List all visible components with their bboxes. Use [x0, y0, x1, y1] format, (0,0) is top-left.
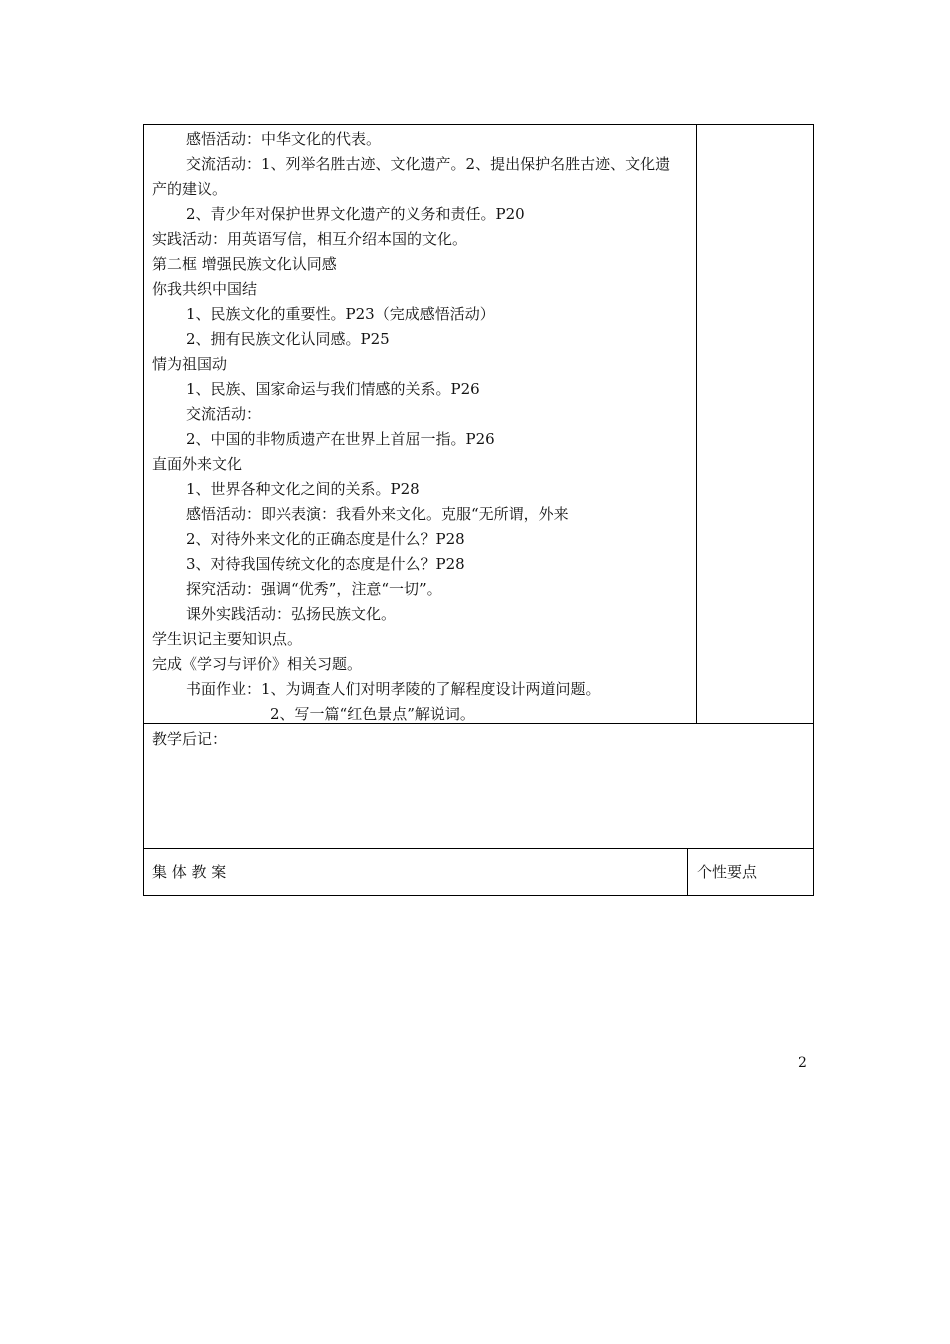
- teaching-notes-label: 教学后记：: [152, 730, 228, 748]
- lesson-line: 课外实践活动：弘扬民族文化。: [186, 605, 397, 623]
- footer-column-divider: [687, 848, 688, 896]
- lesson-line: 产的建议。: [152, 180, 228, 198]
- teaching-notes-box: [143, 723, 814, 849]
- lesson-line: 学生识记主要知识点。: [152, 630, 303, 648]
- lesson-line: 交流活动：1、列举名胜古迹、文化遗产。2、提出保护名胜古迹、文化遗: [186, 155, 671, 173]
- personal-points-label: 个性要点: [697, 863, 758, 881]
- lesson-line: 1、世界各种文化之间的关系。P28: [186, 480, 420, 498]
- homework-line: 书面作业：1、为调查人们对明孝陵的了解程度设计两道问题。: [186, 680, 601, 698]
- lesson-line: 1、民族、国家命运与我们情感的关系。P26: [186, 380, 480, 398]
- section-heading: 直面外来文化: [152, 455, 243, 473]
- lesson-line: 3、对待我国传统文化的态度是什么？P28: [186, 555, 465, 573]
- lesson-line: 实践活动：用英语写信，相互介绍本国的文化。: [152, 230, 468, 248]
- lesson-line: 感悟活动：即兴表演：我看外来文化。克服“无所谓，外来: [186, 505, 569, 523]
- lesson-line: 交流活动：: [186, 405, 262, 423]
- lesson-line: 完成《学习与评价》相关习题。: [152, 655, 363, 673]
- lesson-line: 2、中国的非物质遗产在世界上首屈一指。P26: [186, 430, 495, 448]
- lesson-line: 2、对待外来文化的正确态度是什么？P28: [186, 530, 465, 548]
- lesson-line: 2、拥有民族文化认同感。P25: [186, 330, 390, 348]
- lesson-line: 感悟活动：中华文化的代表。: [186, 130, 382, 148]
- section-heading: 第二框 增强民族文化认同感: [152, 255, 337, 273]
- homework-line: 2、写一篇“红色景点”解说词。: [270, 705, 475, 723]
- lesson-line: 1、民族文化的重要性。P23（完成感悟活动）: [186, 305, 495, 323]
- lesson-line: 探究活动：强调“优秀”，注意“一切”。: [186, 580, 442, 598]
- lesson-line: 2、青少年对保护世界文化遗产的义务和责任。P20: [186, 205, 525, 223]
- section-heading: 情为祖国动: [152, 355, 228, 373]
- lesson-column-divider: [696, 124, 697, 724]
- page-number: 2: [798, 1055, 807, 1071]
- section-heading: 你我共织中国结: [152, 280, 258, 298]
- collective-lesson-plan-label: 集 体 教 案: [152, 863, 227, 881]
